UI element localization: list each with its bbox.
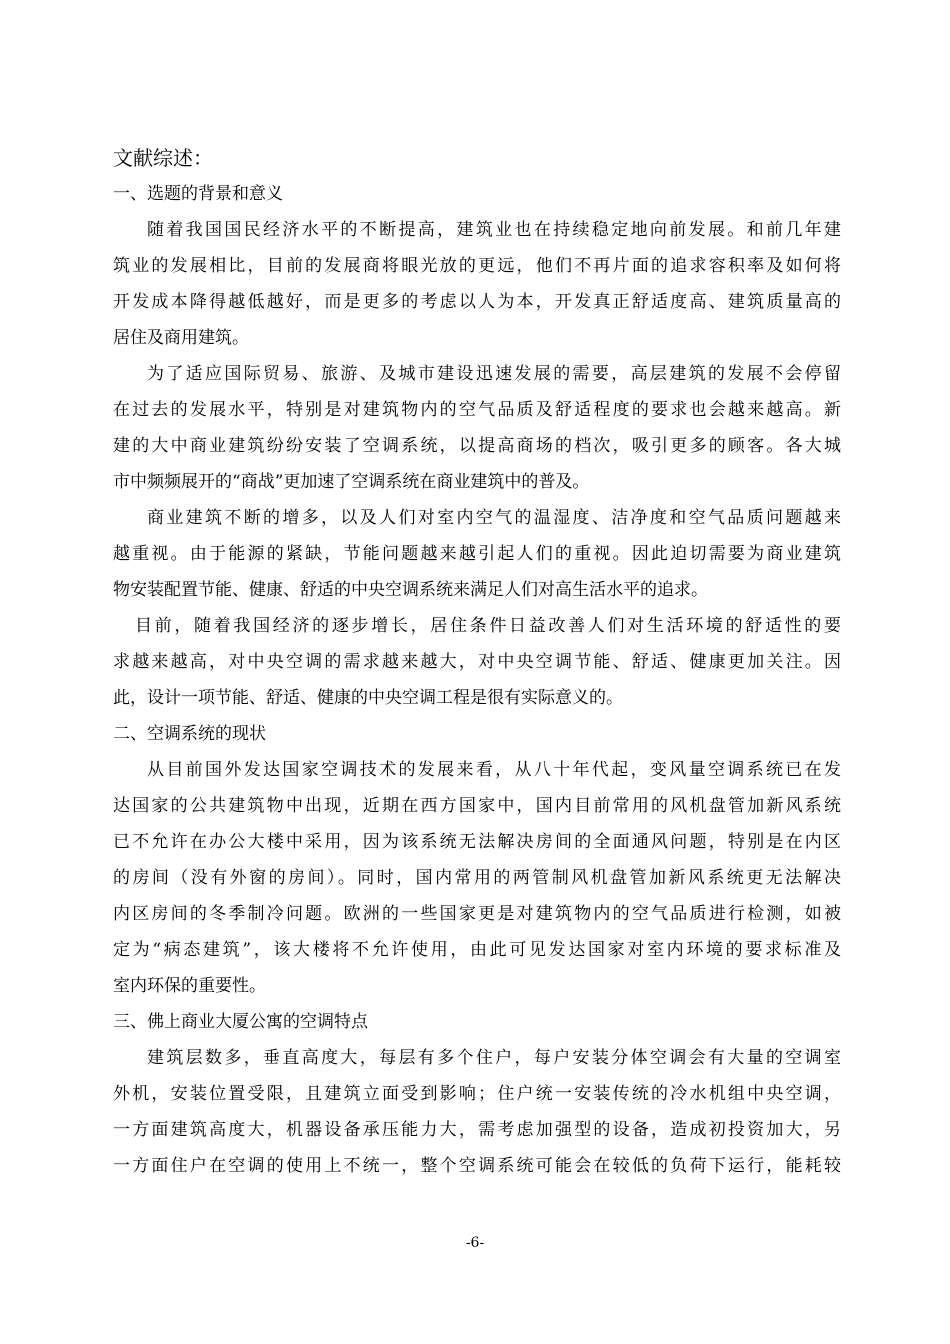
paragraph-background-2 (113, 356, 841, 500)
text-line: 市中频频展开的“商战”更加速了空调系统在商业建筑中的普及。 (113, 472, 590, 492)
page-number: -6- (465, 1235, 485, 1251)
section-heading-status: 二、空调系统的现状 (113, 724, 266, 744)
text-line: 内区房间的冬季制冷问题。欧洲的一些国家更是对建筑物内的空气品质进行检测，如被 (113, 904, 841, 924)
text-line: 此，设计一项节能、舒适、健康的中央空调工程是很有实际意义的。 (113, 688, 623, 708)
text-line: 的房间（没有外窗的房间）。同时，国内常用的两管制风机盘管加新风系统更无法解决 (113, 868, 841, 888)
paragraph-background-4 (113, 608, 841, 716)
text-line: 一方面建筑高度大，机器设备承压能力大，需考虑加强型的设备，造成初投资加大，另 (113, 1120, 841, 1140)
text-line: 筑业的发展相比，目前的发展商将眼光放的更远，他们不再片面的追求容积率及如何将 (113, 256, 841, 276)
paragraph-status-1 (113, 752, 841, 1004)
section-heading-background: 一、选题的背景和意义 (113, 184, 283, 204)
text-line: 定为“病态建筑”，该大楼将不允许使用，由此可见发达国家对室内环境的要求标准及 (113, 940, 841, 960)
text-line: 求越来越高，对中央空调的需求越来越大，对中央空调节能、舒适、健康更加关注。因 (113, 652, 841, 672)
document-title: 文献综述： (113, 146, 213, 170)
text-line: 随着我国国民经济水平的不断提高，建筑业也在持续稳定地向前发展。和前几年建 (147, 220, 841, 240)
text-line: 在过去的发展水平，特别是对建筑物内的空气品质及舒适程度的要求也会越来越高。新 (113, 400, 841, 420)
text-line: 居住及商用建筑。 (113, 328, 249, 348)
section-heading-features: 三、佛上商业大厦公寓的空调特点 (113, 1012, 368, 1032)
paragraph-background-3 (113, 500, 841, 608)
text-line: 已不允许在办公大楼中采用，因为该系统无法解决房间的全面通风问题，特别是在内区 (113, 832, 841, 852)
text-line: 为了适应国际贸易、旅游、及城市建设迅速发展的需要，高层建筑的发展不会停留 (147, 364, 841, 384)
text-line: 商业建筑不断的增多，以及人们对室内空气的温湿度、洁净度和空气品质问题越来 (147, 508, 841, 528)
paragraph-background-1 (113, 212, 841, 356)
text-line: 外机，安装位置受限，且建筑立面受到影响；住户统一安装传统的冷水机组中央空调， (113, 1084, 841, 1104)
document-body (113, 140, 841, 1184)
text-line: 室内环保的重要性。 (113, 976, 266, 996)
text-line: 达国家的公共建筑物中出现，近期在西方国家中，国内目前常用的风机盘管加新风系统 (113, 796, 841, 816)
text-line: 开发成本降得越低越好，而是更多的考虑以人为本，开发真正舒适度高、建筑质量高的 (113, 292, 841, 312)
paragraph-features-1 (113, 1040, 841, 1184)
text-line: 建的大中商业建筑纷纷安装了空调系统，以提高商场的档次，吸引更多的顾客。各大城 (113, 436, 841, 456)
text-line: 从目前国外发达国家空调技术的发展来看，从八十年代起，变风量空调系统已在发 (147, 760, 841, 780)
text-line: 建筑层数多，垂直高度大，每层有多个住户，每户安装分体空调会有大量的空调室 (147, 1048, 841, 1068)
text-line: 目前，随着我国经济的逐步增长，居住条件日益改善人们对生活环境的舒适性的要 (135, 616, 841, 636)
text-line: 物安装配置节能、健康、舒适的中央空调系统来满足人们对高生活水平的追求。 (113, 580, 708, 600)
text-line: 一方面住户在空调的使用上不统一，整个空调系统可能会在较低的负荷下运行，能耗较 (113, 1156, 841, 1176)
text-line: 越重视。由于能源的紧缺，节能问题越来越引起人们的重视。因此迫切需要为商业建筑 (113, 544, 841, 564)
